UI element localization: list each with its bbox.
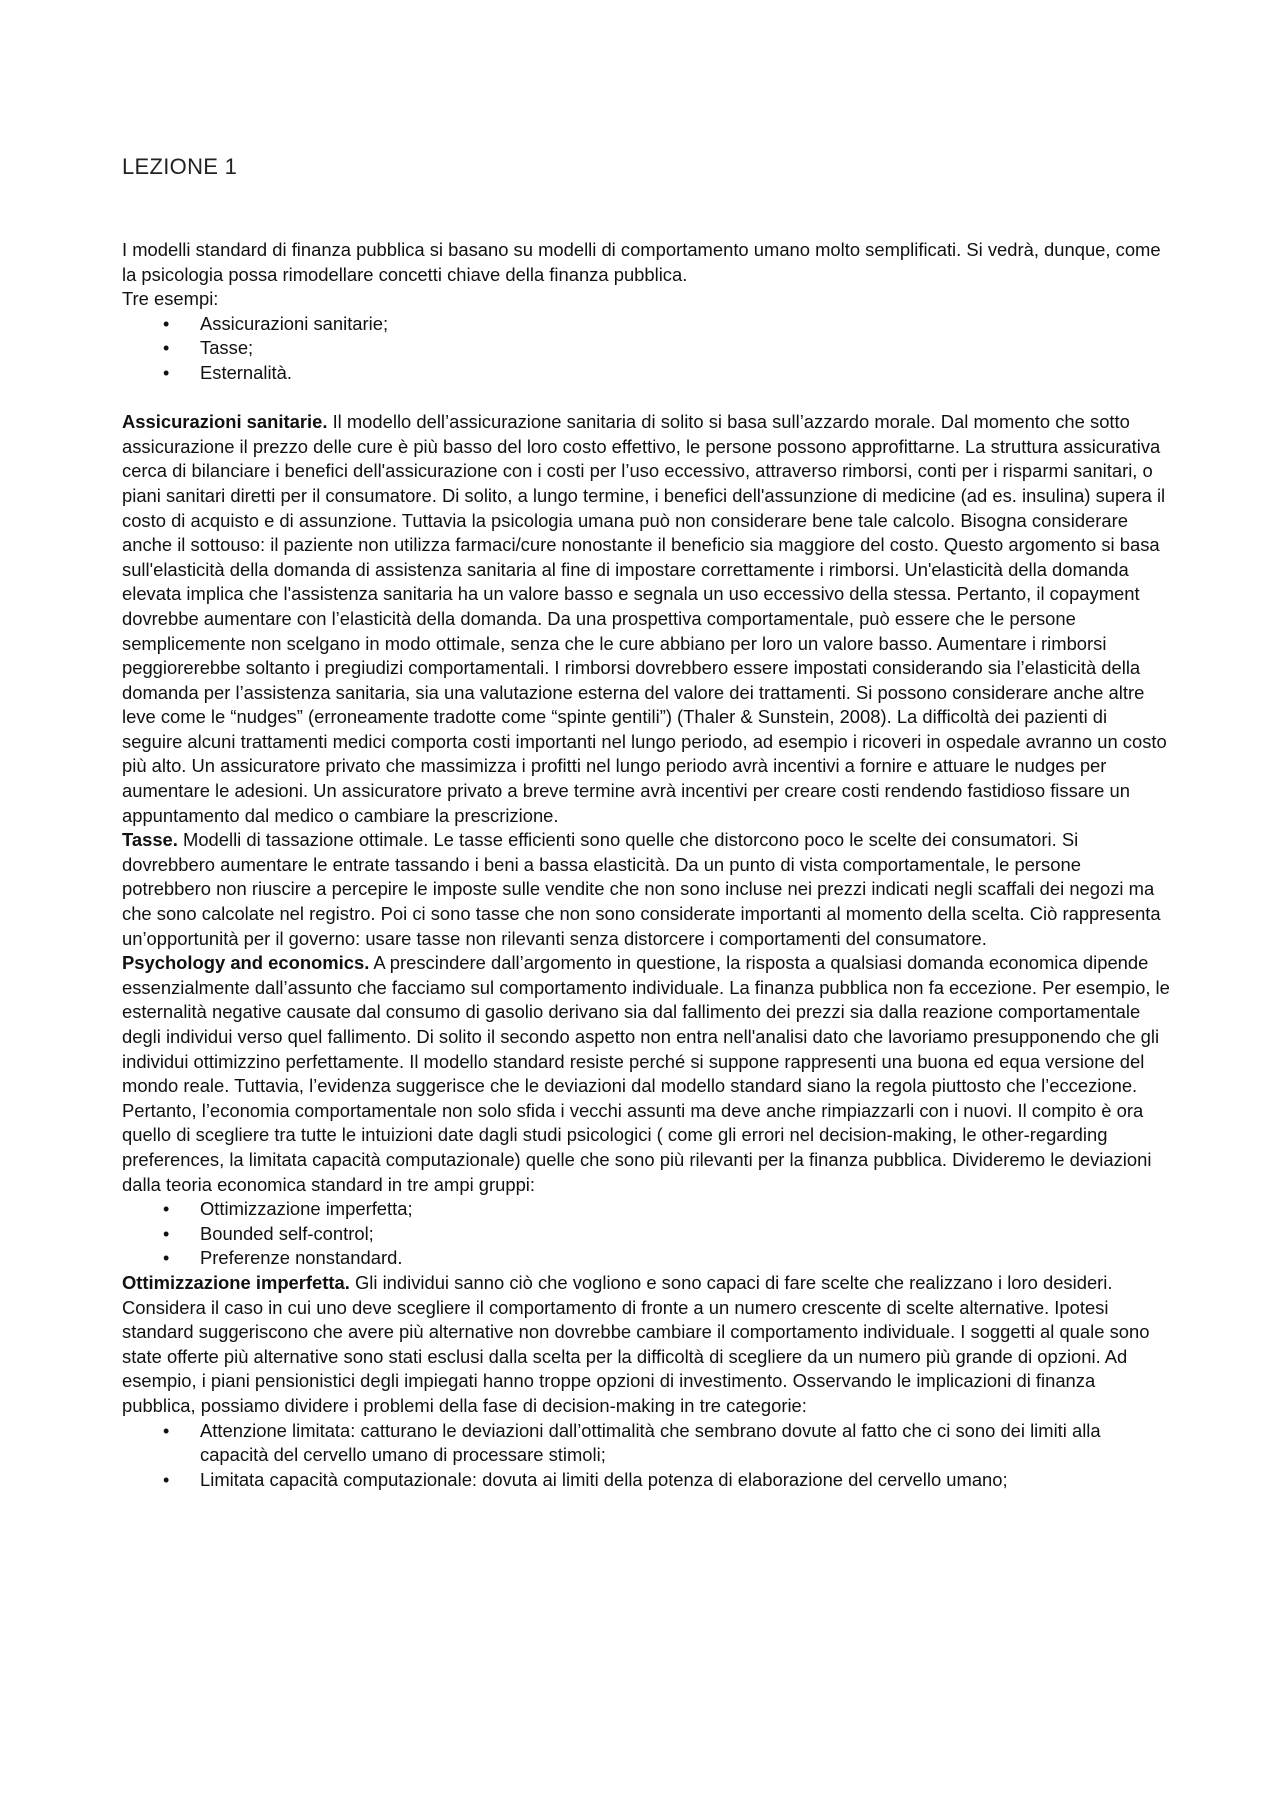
list-item: • Ottimizzazione imperfetta;	[122, 1197, 1172, 1222]
list-item: • Tasse;	[122, 336, 1172, 361]
section-ottimizzazione	[122, 1271, 1172, 1419]
intro-paragraph: I modelli standard di finanza pubblica si basano su modelli di comportamento umano molto semplificati. Si vedrà, dunque, come la psicologia possa rimodellare concetti chiave della finanza pubblica.	[122, 239, 1161, 285]
section-text: Gli individui sanno ciò che vogliono e sono capaci di fare scelte che realizzano i loro desideri. Considera il caso in cui uno deve scegliere il comportamento di fronte a un numero crescente di scelte alternative. Ipotesi standard suggeriscono che avere più alternative non dovrebbe cambiare il comportamento individuale. I soggetti al quale sono state offerte più alternative sono stati esclusi dalla scelta per la difficoltà di scegliere da un numero più grande di opzioni. Ad esempio, i piani pensionistici degli impiegati hanno troppe opzioni di investimento. Osservando le implicazioni di finanza pubblica, possiamo dividere i problemi della fase di decision-making in tre categorie:	[122, 1271, 1150, 1416]
section-text: Modelli di tassazione ottimale. Le tasse efficienti sono quelle che distorcono poco le scelte dei consumatori. Si dovrebbero aumentare le entrate tassando i beni a bassa elasticità. Da un punto di vista comportamentale, le persone potrebbero non riuscire a percepire le imposte sulle vendite che non sono incluse nei prezzi indicati negli scaffali dei negozi ma che sono calcolate nel registro. Poi ci sono tasse che non sono considerate importanti al momento della scelta. Ciò rappresenta un’opportunità per il governo: usare tasse non rilevanti senza distorcere i comportamenti del consumatore.	[122, 829, 1161, 949]
deviations-list	[122, 1197, 1172, 1271]
examples-list	[122, 312, 1172, 386]
list-item: • Esternalità.	[122, 361, 1172, 386]
section-title: Ottimizzazione imperfetta.	[122, 1271, 350, 1293]
page-title: LEZIONE 1	[122, 154, 238, 179]
section-title: Psychology and economics.	[122, 952, 370, 974]
list-item: • Limitata capacità computazionale: dovuta ai limiti della potenza di elaborazione del cervello umano;	[122, 1468, 1172, 1493]
list-item: • Bounded self-control;	[122, 1222, 1172, 1247]
examples-label: Tre esempi:	[122, 288, 219, 310]
list-item: • Assicurazioni sanitarie;	[122, 312, 1172, 337]
section-text: Il modello dell’assicurazione sanitaria di solito si basa sull’azzardo morale. Dal momento che sotto assicurazione il prezzo delle cure è più basso del loro costo effettivo, le persone possono approfittarne. La struttura assicurativa cerca di bilanciare i benefici dell'assicurazione con i costi per l’uso eccessivo, attraverso rimborsi, conti per i risparmi sanitari, o piani sanitari diretti per il consumatore. Di solito, a lungo termine, i benefici dell'assunzione di medicine (ad es. insulina) supera il costo di acquisto e di assunzione. Tuttavia la psicologia umana può non considerare bene tale calcolo. Bisogna considerare anche il sottouso: il paziente non utilizza farmaci/cure nonostante il beneficio sia maggiore del costo. Questo argomento si basa sull'elasticità della domanda di assistenza sanitaria al fine di impostare correttamente i rimborsi. Un'elasticità della domanda elevata implica che l'assistenza sanitaria ha un valore basso e segnala un uso eccessivo della stessa. Pertanto, il copayment dovrebbe aumentare con l’elasticità della domanda. Da una prospettiva comportamentale, può essere che le persone semplicemente non scelgano in modo ottimale, senza che le cure abbiano per loro un valore basso. Aumentare i rimborsi peggiorerebbe soltanto i pregiudizi comportamentali. I rimborsi dovrebbero essere impostati considerando sia l’elasticità della domanda per l’assistenza sanitaria, sia una valutazione esterna del valore dei trattamenti. Si possono considerare anche altre leve come le “nudges” (erroneamente tradotte come “spinte gentili”) (Thaler & Sunstein, 2008). La difficoltà dei pazienti di seguire alcuni trattamenti medici comporta costi importanti nel lungo periodo, ad esempio i ricoveri in ospedale avranno un costo più alto. Un assicuratore privato che massimizza i profitti nel lungo periodo avrà incentivi a fornire e attuare le nudges per aumentare le adesioni. Un assicuratore privato a breve termine avrà incentivi per creare costi rendendo fastidioso fissare un appuntamento dal medico o cambiare la prescrizione.	[122, 411, 1167, 826]
document-body	[122, 238, 1172, 1492]
section-assicurazioni	[122, 410, 1172, 828]
section-psychology	[122, 951, 1172, 1197]
categories-list	[122, 1419, 1172, 1493]
section-title: Tasse.	[122, 829, 178, 851]
section-title: Assicurazioni sanitarie.	[122, 411, 328, 433]
list-item: • Attenzione limitata: catturano le deviazioni dall’ottimalità che sembrano dovute al fatto che ci sono dei limiti alla capacità del cervello umano di processare stimoli;	[122, 1419, 1172, 1468]
section-text: A prescindere dall’argomento in questione, la risposta a qualsiasi domanda economica dipende essenzialmente dall’assunto che facciamo sul comportamento individuale. La finanza pubblica non fa eccezione. Per esempio, le esternalità negative causate dal consumo di gasolio derivano sia dal fallimento dei prezzi sia dalla reazione comportamentale degli individui verso quel fallimento. Di solito il secondo aspetto non entra nell'analisi dato che lavoriamo presupponendo che gli individui ottimizzino perfettamente. Il modello standard resiste perché si suppone rappresenti una buona ed equa versione del mondo reale. Tuttavia, l’evidenza suggerisce che le deviazioni dal modello standard siano la regola piuttosto che l’eccezione. Pertanto, l’economia comportamentale non solo sfida i vecchi assunti ma deve anche rimpiazzarli con i nuovi. Il compito è ora quello di scegliere tra tutte le intuizioni date dagli studi psicologici ( come gli errori nel decision-making, le other-regarding preferences, la limitata capacità computazionale) quelle che sono più rilevanti per la finanza pubblica. Divideremo le deviazioni dalla teoria economica standard in tre ampi gruppi:	[122, 952, 1170, 1195]
section-tasse	[122, 828, 1172, 951]
list-item: • Preferenze nonstandard.	[122, 1246, 1172, 1271]
